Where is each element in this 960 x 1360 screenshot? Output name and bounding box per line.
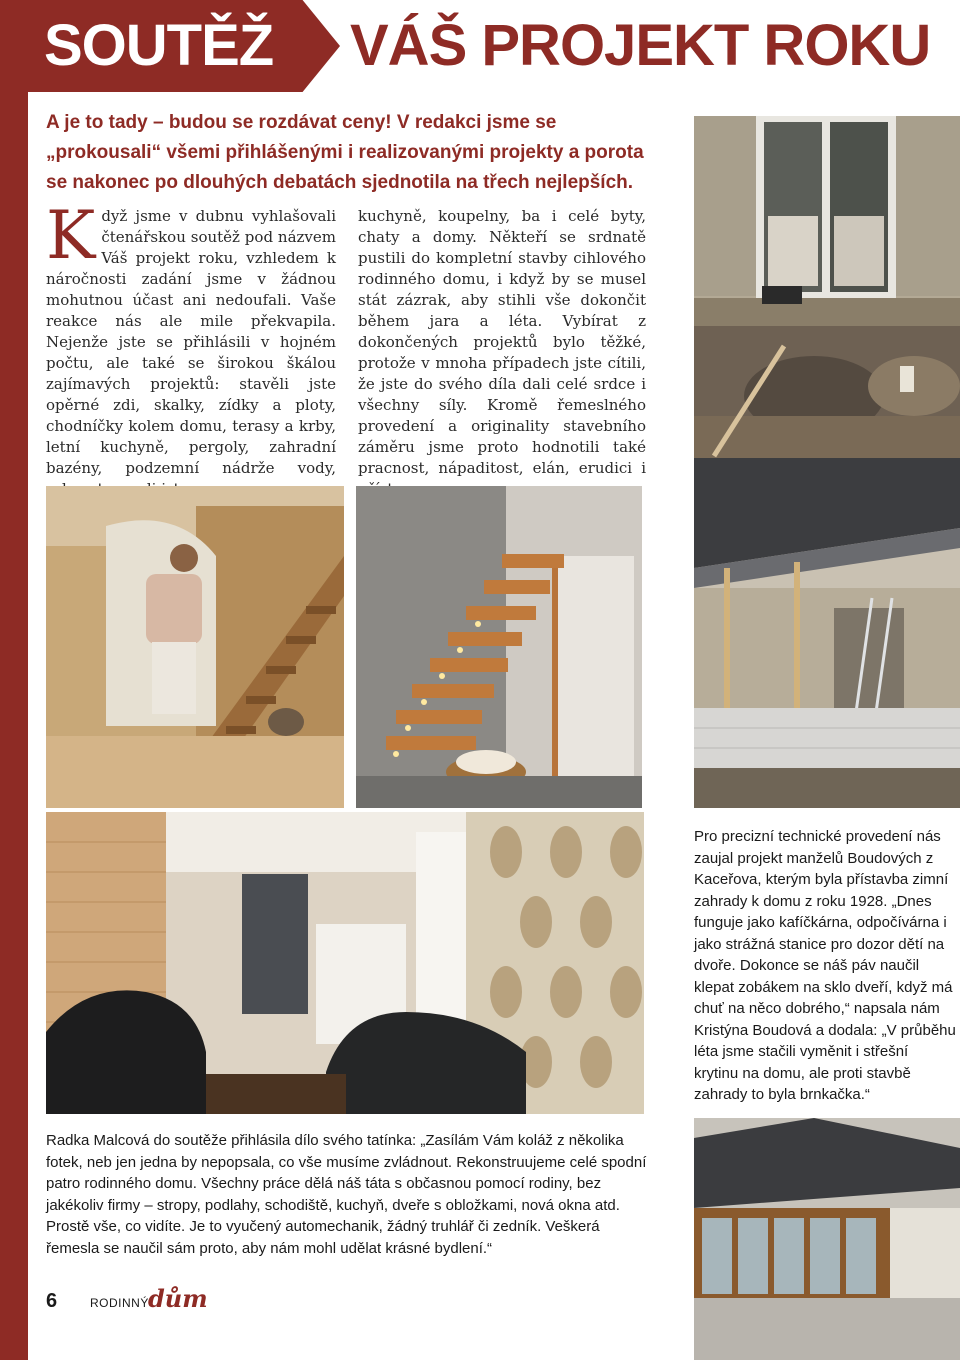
page-number: 6	[46, 1290, 58, 1312]
section-label: SOUTĚŽ	[44, 13, 274, 78]
magazine-name: RODINNÝ	[90, 1296, 149, 1310]
photo-finished-winter-garden	[694, 1118, 960, 1360]
magazine-logo: dům	[148, 1284, 208, 1313]
caption-malcova-project: Radka Malcová do soutěže přihlásila dílo svého tatínka: „Zasílám Vám koláž z několika fotek, neb jen jedna by nepopsala, co vše musíme zvládnout. Rekonstruujeme celé spodní patro rodinného domu. Všechny práce dělá náš táta s občasnou pomocí rodiny, bez jakékoliv firmy – stropy, podlahy, schodiště, kuchyň, dveře s obložkami, nová okna atd. Prostě vše, co vidíte. Je to vyučený automechanik, žádný truhlář či zedník. Veškerá řemesla se naučil sám proto, aby nám mohl udělat krásné bydlení.“	[46, 1132, 647, 1257]
brand-side-bar	[0, 0, 28, 1360]
photo-stone-wall-stairs	[46, 486, 344, 808]
caption-boudovi-project: Pro precizní technické provedení nás zaujal projekt manželů Boudových z Kaceřova, kterým byla přístavba zimní zahrady k domu z roku 1928. „Dnes funguje jako kafíčkárna, odpočívárna i jako strážná stanice pro dozor dětí na dvoře. Dokonce se náš páv naučil klepat zobákem na sklo dveří, když má chuť na něco dobrého,“ napsala nám Kristýna Boudová a dodala: „V průběhu léta jsme stačili vyměnit i střešní krytinu na domu, ale proti stavbě zahrady to byla brnkačka.“	[694, 828, 956, 1103]
article-column-2: kuchyně, koupelny, ba i celé byty, chaty a domy. Někteří se srdnatě pustili do kompletní stavby cihlového rodinného domu, i když by se musel stát zázrak, aby stihli vše dokončit během jara a léta. Vybírat z dokončených projektů bylo těžké, protože v mnoha případech jste cítili, že jste do svého díla dali celé srdce i všechny síly. Kromě řemeslného provedení a originality stavebního záměru jsme proto hodnotili také pracnost, nápaditost, elán, erudici i	[358, 207, 646, 477]
article-column-1	[46, 197, 336, 500]
page-headline: VÁŠ PROJEKT ROKU	[350, 13, 931, 78]
photo-house-foundation	[694, 116, 960, 458]
photo-wooden-staircase	[356, 486, 642, 808]
drop-cap: K	[46, 197, 96, 274]
photo-living-room-kitchen	[46, 812, 644, 1114]
article-column-1-text: dyž jsme v dubnu vyhlašovali čtenářskou soutěž pod názvem Váš projekt roku, vzhledem k náročnosti zadání jsme v žádnou mohutnou účast ani nedoufali. Vaše reakce nás ale mile překvapila. Nejenže jste se přihlásili v hojném počtu, ale také se širokou škálou zajímavých projektů: stavěli jste opěrné zdi, skalky, zídky a ploty, chodníčky kolem domu, terasy a krby, letní kuchyně, pergoly, zahradní bazény, podzemní nádrže vody,	[46, 207, 336, 477]
lede-paragraph: A je to tady – budou se rozdávat ceny! V redakci jsme se „prokousali“ všemi přihlášenými i realizovanými projekty a porota se nakonec po dlouhých debatách sjednotila na třech nejlepších.	[46, 112, 644, 193]
photo-winter-garden-construction	[694, 458, 960, 808]
